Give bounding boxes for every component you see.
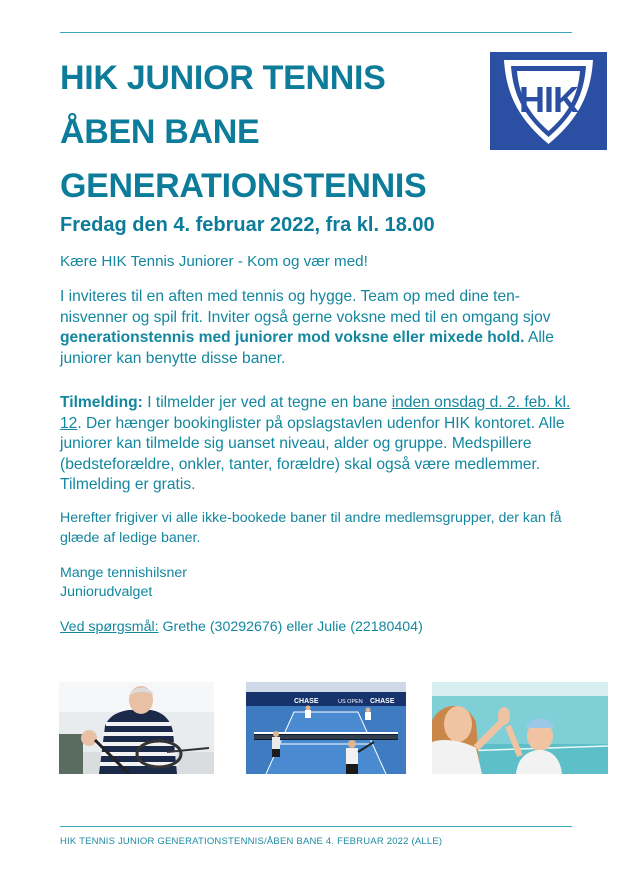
- doubles-match-photo: [246, 682, 406, 774]
- questions-label: Ved spørgsmål:: [60, 619, 159, 635]
- questions-contacts: Grethe (30292676) eller Julie (22180404): [158, 619, 423, 635]
- signup-paragraph: [60, 393, 572, 496]
- signup-deadline: inden onsdag d. 2. feb. kl. 12: [60, 394, 571, 432]
- greeting: Kære HIK Tennis Juniorer - Kom og vær med!: [60, 253, 368, 270]
- bottom-rule: [60, 826, 572, 827]
- senior-player-photo: [59, 682, 214, 774]
- release-paragraph: Herefter frigiver vi alle ikke-bookede baner til andre medlemsgrupper, der kan få glæde af ledige baner.: [60, 510, 562, 546]
- hik-shield-logo-icon: [490, 52, 607, 150]
- high-five-photo: [432, 682, 608, 774]
- footer-text: HIK TENNIS JUNIOR GENERATIONSTENNIS/ÅBEN BANE 4. FEBRUAR 2022 (ALLE): [60, 836, 443, 847]
- title-line-2: ÅBEN BANE: [60, 113, 260, 151]
- event-date: Fredag den 4. februar 2022, fra kl. 18.00: [60, 214, 435, 236]
- signoff-line-2: Juniorudvalget: [60, 584, 153, 600]
- title-line-1: HIK JUNIOR TENNIS: [60, 59, 386, 97]
- questions-line: [60, 617, 572, 638]
- court-banner-right: CHASE: [370, 698, 395, 705]
- signup-label: Tilmelding:: [60, 394, 143, 411]
- court-banner-left: CHASE: [294, 698, 319, 705]
- intro-text-1: I inviteres til en aften med tennis og hygge. Team op med dine ten-nisvenner og spil frit. Inviter også gerne voksne med til en omgang sjov: [60, 288, 551, 326]
- court-banner-center: US OPEN: [338, 699, 363, 705]
- intro-bold: generationstennis med juniorer mod voksne eller mixede hold.: [60, 329, 525, 346]
- signup-text-1: I tilmelder jer ved at tegne en bane: [142, 394, 392, 411]
- intro-text-2: Alle juniorer kan benytte disse baner.: [60, 329, 554, 367]
- logo-text: HIK: [519, 79, 578, 120]
- signup-text-2: . Der hænger bookinglister på opslagstavlen udenfor HIK kontoret. Alle juniorer kan tilmelde sig uanset niveau, alder og gruppe. Medspillere (bedsteforældre, onkler, tanter, forældre) skal også være medlemmer. Tilmelding er gratis.: [60, 414, 565, 493]
- signoff-line-1: Mange tennishilsner: [60, 565, 187, 581]
- title-line-3: GENERATIONSTENNIS: [60, 167, 427, 205]
- intro-paragraph: [60, 287, 572, 369]
- hik-logo: [490, 52, 607, 150]
- top-rule: [60, 32, 572, 33]
